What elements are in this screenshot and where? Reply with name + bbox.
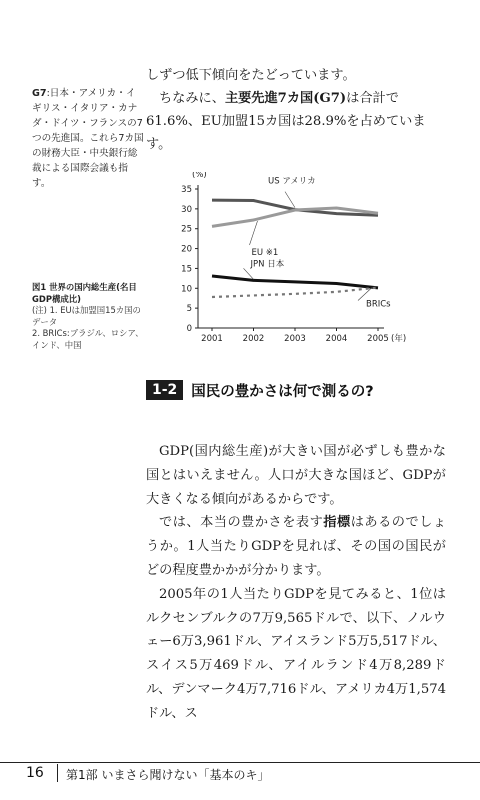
- footer-rule: [0, 762, 480, 763]
- x-tick-label: 2005: [367, 334, 389, 344]
- figure-title: 図1 世界の国内総生産(名目GDP構成比): [32, 282, 137, 304]
- x-tick-label: 2003: [284, 334, 306, 344]
- sidebar-note: [32, 86, 144, 191]
- body-top-paragraph: [146, 87, 446, 156]
- body-top-line2-pre: ちなみに、: [159, 91, 225, 106]
- figure-caption: [32, 282, 144, 351]
- body-paragraph-2-post: はあるのでしょうか。1人当たりGDPを見れば、その国の国民がどの程度豊かかが分かります。: [146, 515, 447, 578]
- body-top-line1: しずつ低下傾向をたどっています。: [146, 68, 356, 83]
- x-axis-suffix: (年): [391, 334, 407, 344]
- gdp-share-chart: [140, 172, 430, 354]
- body-paragraph-3: 2005年の1人当たりGDPを見てみると、1位はルクセンブルクの7万9,565ドルで、以下、ノルウェー6万3,961ドル、アイスランド5万5,517ドル、スイス5万469ドル、アイルランド4万8,289ドル、デンマーク4万7,716ドル、アメリカ4万1,574ドル、ス: [146, 586, 446, 721]
- y-tick-label: 15: [181, 264, 192, 275]
- body-paragraph-2: [146, 511, 446, 582]
- sidebar-note-term: G7: [32, 88, 47, 99]
- section-number: 1-2: [146, 380, 183, 400]
- body-paragraph-2-pre: では、本当の豊かさを表す: [159, 515, 324, 531]
- series-leader: [285, 192, 295, 208]
- page-number: 16: [26, 765, 44, 781]
- series-leader: [250, 221, 258, 245]
- y-axis-label: (%): [192, 172, 207, 180]
- series-label: EU ※1: [251, 247, 279, 258]
- x-tick-label: 2004: [325, 334, 348, 344]
- series-label: US アメリカ: [268, 176, 316, 187]
- series-line: [212, 208, 378, 226]
- body-top-line2-post: は合計で61.6%、EU加盟15カ国は28.9%を占めています。: [146, 91, 426, 152]
- x-tick-label: 2001: [201, 334, 223, 344]
- series-line: [212, 276, 378, 288]
- x-tick-label: 2002: [242, 334, 265, 344]
- y-tick-label: 30: [181, 204, 192, 215]
- body-top: [146, 64, 446, 156]
- series-label: JPN 日本: [250, 259, 285, 270]
- body-paragraph-1: GDP(国内総生産)が大きい国が必ずしも豊かな国とはいえません。人口が大きな国ほど、GDPが大きくなる傾向があるからです。: [146, 444, 446, 507]
- y-tick-label: 10: [181, 284, 192, 295]
- series-line: [212, 200, 378, 215]
- section-title: 国民の豊かさは何で測るの?: [191, 383, 374, 400]
- body-main: [146, 440, 446, 726]
- series-line: [212, 287, 378, 297]
- y-tick-label: 25: [181, 224, 192, 235]
- y-tick-label: 5: [186, 304, 192, 315]
- figure-note-2: 2. BRICs:ブラジル、ロシア、インド、中国: [32, 328, 144, 350]
- body-paragraph-2-bold: 指標: [323, 515, 351, 531]
- y-tick-label: 0: [186, 324, 192, 334]
- sidebar-note-text: :日本・アメリカ・イギリス・イタリア・カナダ・ドイツ・フランスの7つの先進国。これら7カ国の財務大臣・中央銀行総裁による国際会議も指す。: [32, 88, 144, 189]
- chart-svg: [140, 172, 430, 354]
- body-top-line2-bold: 主要先進7カ国(G7): [224, 91, 347, 106]
- figure-note-1: (注) 1. EUは加盟国15カ国のデータ: [32, 305, 141, 327]
- y-tick-label: 20: [181, 244, 192, 255]
- y-tick-label: 35: [181, 185, 192, 195]
- series-label: BRICs: [366, 299, 391, 310]
- footer-divider: [57, 764, 58, 782]
- section-heading: [146, 377, 446, 403]
- series-leader: [244, 268, 254, 279]
- part-title: 第1部 いまさら聞けない「基本のキ」: [66, 768, 270, 782]
